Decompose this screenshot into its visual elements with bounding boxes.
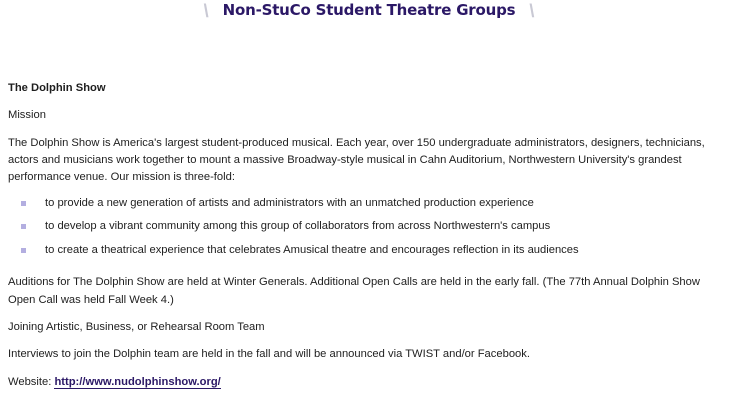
group-content	[8, 80, 730, 391]
website-label: Website:	[8, 375, 52, 388]
section-heading: Non-StuCo Student Theatre Groups	[222, 1, 516, 19]
bullet-square-icon	[21, 201, 26, 206]
mission-item-text: to provide a new generation of artists and administrators with an unmatched production experience	[45, 196, 534, 209]
mission-item-text: to create a theatrical experience that celebrates Amusical theatre and encourages reflection in its audiences	[45, 243, 579, 256]
auditions-paragraph: Auditions for The Dolphin Show are held at Winter Generals. Additional Open Calls are held in the early fall. (The 77th Annual Dolphin Show Open Call was held Fall Week 4.)	[8, 276, 700, 306]
mission-list-item	[8, 242, 730, 266]
section-heading-bar	[0, 0, 738, 20]
mission-list-item	[8, 218, 730, 242]
mission-list	[8, 195, 730, 266]
mission-label: Mission	[8, 109, 46, 122]
joining-heading: Joining Artistic, Business, or Rehearsal Room Team	[8, 321, 265, 334]
decorative-slash-right-icon: \	[529, 1, 535, 21]
mission-list-item	[8, 195, 730, 219]
bullet-square-icon	[21, 224, 26, 229]
group-title: The Dolphin Show	[8, 82, 106, 94]
decorative-slash-left-icon: \	[203, 1, 209, 21]
bullet-square-icon	[21, 248, 26, 253]
website-line	[8, 374, 730, 391]
interviews-paragraph: Interviews to join the Dolphin team are held in the fall and will be announced via TWIST and/or Facebook.	[8, 348, 530, 361]
group-description: The Dolphin Show is America's largest student-produced musical. Each year, over 150 undergraduate administrators, designers, technicians, actors and musicians work together to mount a massive Broadway-style musical in Cahn Auditorium, Northwestern University's grandest performance venue. Our mission is three-fold:	[8, 136, 705, 184]
mission-item-text: to develop a vibrant community among this group of collaborators from across Northwestern's campus	[45, 220, 551, 233]
website-link[interactable]: http://www.nudolphinshow.org/	[54, 375, 221, 388]
